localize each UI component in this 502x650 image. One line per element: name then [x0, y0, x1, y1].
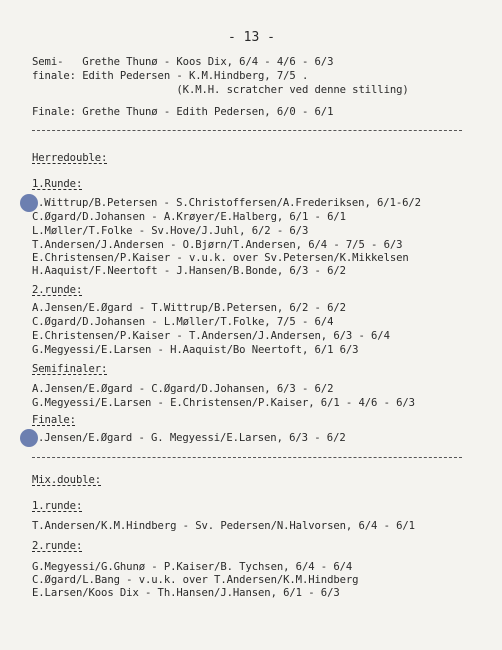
divider-2 [32, 457, 462, 458]
punch-hole-icon [20, 194, 38, 212]
mix-round1-label: 1.runde: [32, 500, 83, 512]
match-line: E.Christensen/P.Kaiser - v.u.k. over Sv.Petersen/K.Mikkelsen [32, 252, 409, 264]
match-line: C.Øgard/D.Johansen - A.Krøyer/E.Halberg, 6/1 - 6/1 [32, 211, 346, 223]
herredouble-heading: Herredouble: [32, 152, 108, 164]
match-line: H.Aaquist/F.Neertoft - J.Hansen/B.Bonde, 6/3 - 6/2 [32, 265, 346, 277]
herredouble-final-label: Finale: [32, 414, 76, 426]
page-number: - 13 - [228, 30, 275, 45]
punch-hole-icon [20, 429, 38, 447]
match-line: A.Jensen/E.Øgard - T.Wittrup/B.Petersen, 6/2 - 6/2 [32, 302, 346, 314]
final-line: Finale: Grethe Thunø - Edith Pedersen, 6/0 - 6/1 [32, 106, 334, 118]
match-line: T.Andersen/K.M.Hindberg - Sv. Pedersen/N.Halvorsen, 6/4 - 6/1 [32, 520, 415, 532]
mix-round2-label: 2.runde: [32, 540, 83, 552]
match-line: G.Megyessi/E.Larsen - H.Aaquist/Bo Neertoft, 6/1 6/3 [32, 344, 359, 356]
match-line: .Jensen/E.Øgard - G. Megyessi/E.Larsen, 6/3 - 6/2 [38, 432, 346, 444]
match-line: A.Jensen/E.Øgard - C.Øgard/D.Johansen, 6/3 - 6/2 [32, 383, 334, 395]
match-line: C.Øgard/D.Johansen - L.Møller/T.Folke, 7/5 - 6/4 [32, 316, 334, 328]
round2-label: 2.runde: [32, 284, 83, 296]
match-line: C.Øgard/L.Bang - v.u.k. over T.Andersen/K.M.Hindberg [32, 574, 359, 586]
match-line: G.Megyessi/E.Larsen - E.Christensen/P.Kaiser, 6/1 - 4/6 - 6/3 [32, 397, 415, 409]
mixdouble-heading: Mix.double: [32, 474, 102, 486]
match-line: .Wittrup/B.Petersen - S.Christoffersen/A.Frederiksen, 6/1-6/2 [38, 197, 421, 209]
match-line: G.Megyessi/G.Ghunø - P.Kaiser/B. Tychsen, 6/4 - 6/4 [32, 561, 353, 573]
semifinal-line-1: Semi- Grethe Thunø - Koos Dix, 6/4 - 4/6 - 6/3 [32, 56, 334, 68]
match-line: L.Møller/T.Folke - Sv.Hove/J.Juhl, 6/2 - 6/3 [32, 225, 309, 237]
match-line: E.Larsen/Koos Dix - Th.Hansen/J.Hansen, 6/1 - 6/3 [32, 587, 340, 599]
semifinals-label: Semifinaler: [32, 363, 108, 375]
match-line: T.Andersen/J.Andersen - O.Bjørn/T.Andersen, 6/4 - 7/5 - 6/3 [32, 239, 403, 251]
semifinal-line-3: (K.M.H. scratcher ved denne stilling) [32, 84, 409, 96]
divider-1 [32, 130, 462, 131]
semifinal-line-2: finale: Edith Pedersen - K.M.Hindberg, 7/5 . [32, 70, 309, 82]
round1-label: 1.Runde: [32, 178, 83, 190]
match-line: E.Christensen/P.Kaiser - T.Andersen/J.Andersen, 6/3 - 6/4 [32, 330, 390, 342]
